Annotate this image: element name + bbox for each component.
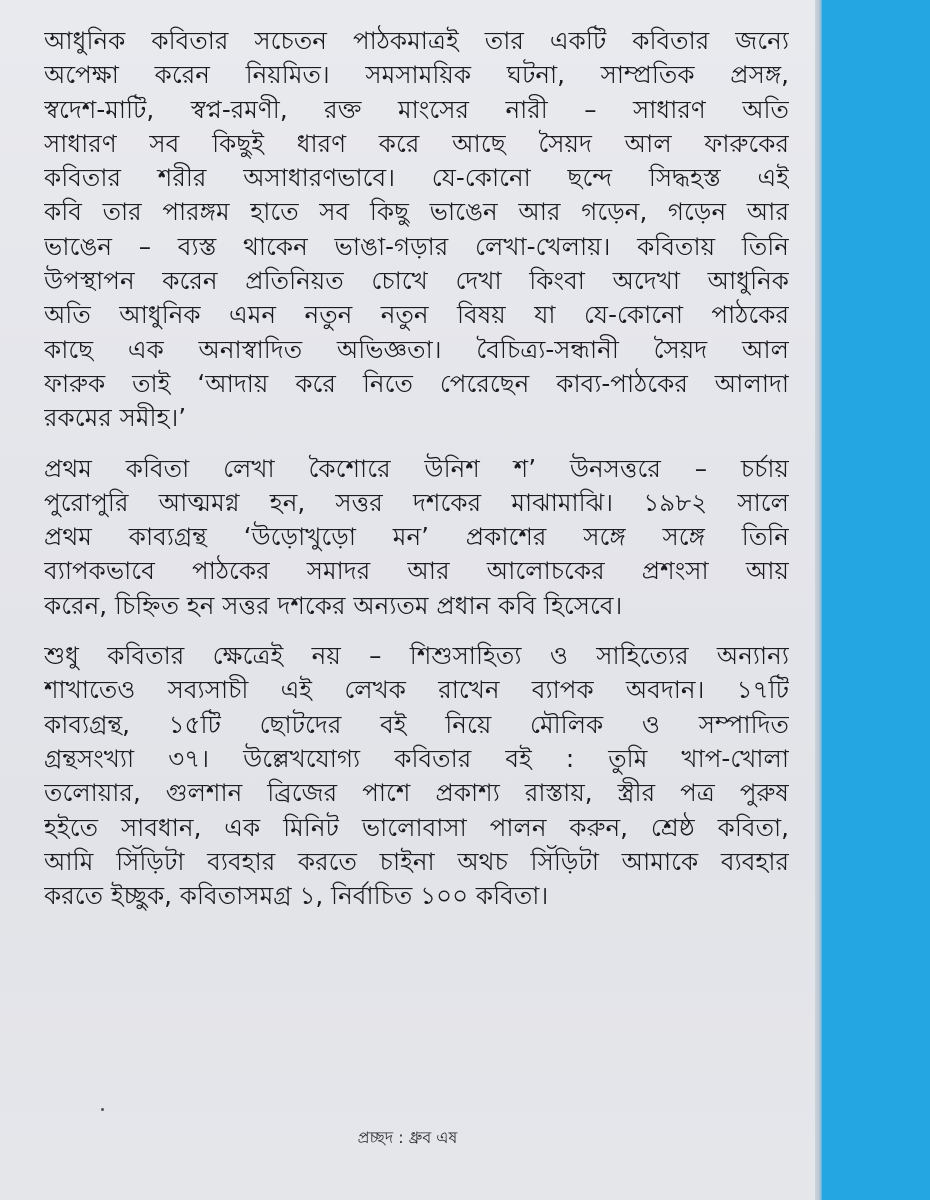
text-line: সাধারণ সব কিছুই ধারণ করে আছে সৈয়দ আল ফারুকের <box>44 128 789 158</box>
text-line: ব্যাপকভাবে পাঠকের সমাদর আর আলোচকের প্রশংসা আয় <box>44 556 789 586</box>
text-line: প্রথম কবিতা লেখা কৈশোরে উনিশ শ’ উনসত্তরে – চর্চায় <box>44 453 789 483</box>
text-line: প্রথম কাব্যগ্রন্থ ‘উড়োখুড়ো মন’ প্রকাশের সঙ্গে সঙ্গে তিনি <box>44 522 789 552</box>
text-line: করেন, চিহ্নিত হন সত্তর দশকের অন্যতম প্রধান কবি হিসেবে। <box>44 590 623 620</box>
paragraph-1 <box>44 24 789 436</box>
text-line: কবি তার পারঙ্গম হাতে সব কিছু ভাঙেন আর গড়েন, গড়েন আর <box>44 197 789 227</box>
text-line: কাছে এক অনাস্বাদিত অভিজ্ঞতা। বৈচিত্র্য-সন্ধানী সৈয়দ আল <box>44 334 789 364</box>
paragraph-3 <box>44 639 789 913</box>
cover-fold <box>815 0 822 1200</box>
paragraph-2 <box>44 452 789 623</box>
blue-spine <box>822 0 930 1200</box>
text-line: তলোয়ার, গুলশান ব্রিজের পাশে প্রকাশ্য রাস্তায়, স্ত্রীর পত্র পুরুষ <box>44 778 789 808</box>
cover-design-credit: প্রচ্ছদ : ধ্রুব এষ <box>357 1128 458 1147</box>
text-line: গ্রন্থসংখ্যা ৩৭। উল্লেখযোগ্য কবিতার বই : তুমি খাপ-খোলা <box>44 743 789 773</box>
text-line: ফারুক তাই ‘আদায় করে নিতে পেরেছেন কাব্য-পাঠকের আলাদা <box>44 368 789 398</box>
text-line: কাব্যগ্রন্থ, ১৫টি ছোটদের বই নিয়ে মৌলিক ও সম্পাদিত <box>44 709 789 739</box>
text-line: শাখাতেও সব্যসাচী এই লেখক রাখেন ব্যাপক অবদান। ১৭টি <box>44 675 789 705</box>
text-line: স্বদেশ-মাটি, স্বপ্ন-রমণী, রক্ত মাংসের নারী – সাধারণ অতি <box>44 94 789 124</box>
print-speck <box>101 1108 104 1111</box>
text-line: আধুনিক কবিতার সচেতন পাঠকমাত্রই তার একটি কবিতার জন্যে <box>44 26 789 55</box>
text-line: করতে ইচ্ছুক, কবিতাসমগ্র ১, নির্বাচিত ১০০ কবিতা। <box>44 881 549 911</box>
text-line: রকমের সমীহ।’ <box>44 403 187 433</box>
text-line: উপস্থাপন করেন প্রতিনিয়ত চোখে দেখা কিংবা অদেখা আধুনিক <box>44 266 789 296</box>
text-line: অতি আধুনিক এমন নতুন নতুন বিষয় যা যে-কোনো পাঠকের <box>44 300 789 330</box>
text-line: আমি সিঁড়িটা ব্যবহার করতে চাইনা অথচ সিঁড়িটা আমাকে ব্যবহার <box>44 846 789 876</box>
text-line: কবিতার শরীর অসাধারণভাবে। যে-কোনো ছন্দে সিদ্ধহস্ত এই <box>44 163 789 193</box>
text-line: ভাঙেন – ব্যস্ত থাকেন ভাঙা-গড়ার লেখা-খেলায়। কবিতায় তিনি <box>44 231 789 261</box>
text-line: শুধু কবিতার ক্ষেত্রেই নয় – শিশুসাহিত্য ও সাহিত্যের অন্যান্য <box>44 641 789 671</box>
blurb-text <box>44 24 789 913</box>
text-line: পুরোপুরি আত্মমগ্ন হন, সত্তর দশকের মাঝামাঝি। ১৯৮২ সালে <box>44 487 789 517</box>
text-line: হইতে সাবধান, এক মিনিট ভালোবাসা পালন করুন, শ্রেষ্ঠ কবিতা, <box>44 812 789 842</box>
text-line: অপেক্ষা করেন নিয়মিত। সমসাময়িক ঘটনা, সাম্প্রতিক প্রসঙ্গ, <box>44 60 789 90</box>
